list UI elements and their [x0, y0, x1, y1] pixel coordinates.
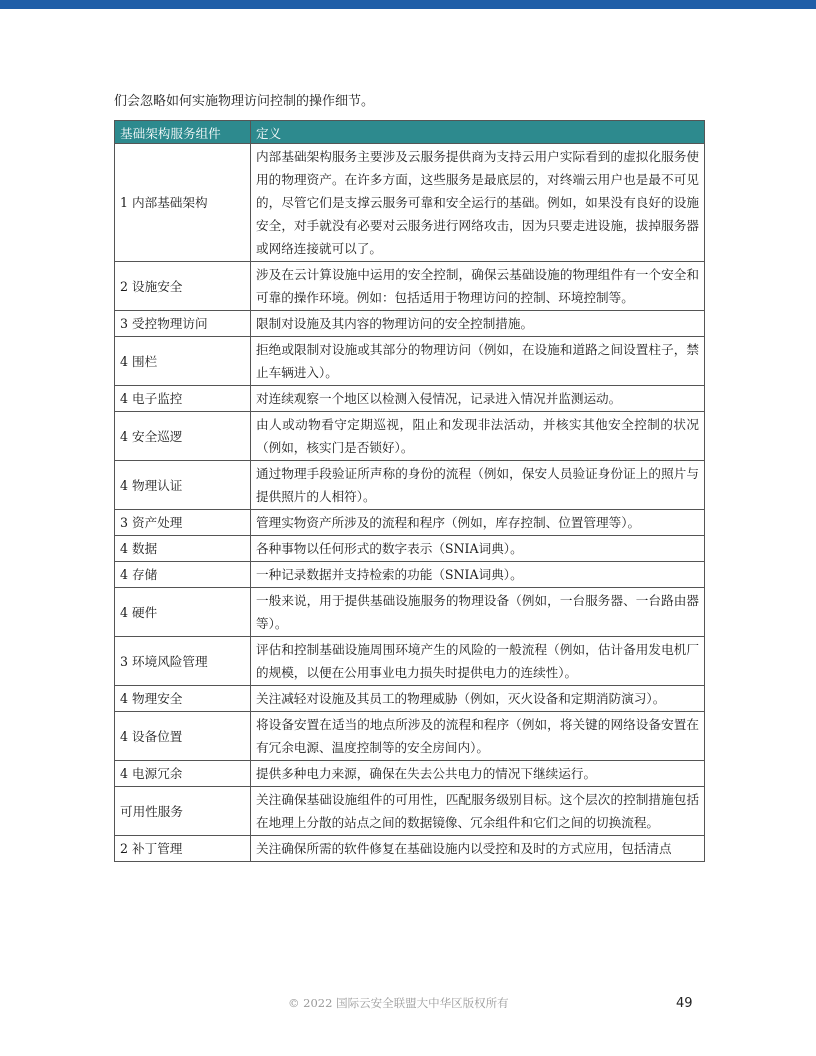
- component-name-cell: 4 物理安全: [115, 686, 251, 712]
- definition-cell: 对连续观察一个地区以检测入侵情况，记录进入情况并监测运动。: [251, 386, 705, 412]
- definition-cell: 限制对设施及其内容的物理访问的安全控制措施。: [251, 311, 705, 337]
- definition-cell: 拒绝或限制对设施或其部分的物理访问（例如，在设施和道路之间设置柱子，禁止车辆进入）。: [251, 337, 705, 386]
- component-name-cell: 4 围栏: [115, 337, 251, 386]
- component-name-cell: 2 设施安全: [115, 262, 251, 311]
- definition-cell: 通过物理手段验证所声称的身份的流程（例如，保安人员验证身份证上的照片与提供照片的人相符）。: [251, 461, 705, 510]
- definition-cell: 关注确保基础设施组件的可用性，匹配服务级别目标。这个层次的控制措施包括在地理上分散的站点之间的数据镜像、冗余组件和它们之间的切换流程。: [251, 787, 705, 836]
- component-name-cell: 4 存储: [115, 562, 251, 588]
- component-name-cell: 4 电子监控: [115, 386, 251, 412]
- table-row: [115, 787, 705, 836]
- page-number: 49: [676, 996, 693, 1011]
- definition-cell: 内部基础架构服务主要涉及云服务提供商为支持云用户实际看到的虚拟化服务使用的物理资产。在许多方面，这些服务是最底层的，对终端云用户也是最不可见的，尽管它们是支撑云服务可靠和安全运行的基础。例如，如果没有良好的设施安全，对手就没有必要对云服务进行网络攻击，因为只要走进设施，拔掉服务器或网络连接就可以了。: [251, 144, 705, 262]
- component-name-cell: 3 环境风险管理: [115, 637, 251, 686]
- table-row: [115, 412, 705, 461]
- table-row: [115, 536, 705, 562]
- definition-cell: 涉及在云计算设施中运用的安全控制，确保云基础设施的物理组件有一个安全和可靠的操作环境。例如：包括适用于物理访问的控制、环境控制等。: [251, 262, 705, 311]
- table-row: [115, 311, 705, 337]
- component-name-cell: 4 数据: [115, 536, 251, 562]
- component-name-cell: 1 内部基础架构: [115, 144, 251, 262]
- component-name-cell: 4 安全巡逻: [115, 412, 251, 461]
- definition-cell: 一般来说，用于提供基础设施服务的物理设备（例如，一台服务器、一台路由器等）。: [251, 588, 705, 637]
- table-row: [115, 562, 705, 588]
- component-name-cell: 4 设备位置: [115, 712, 251, 761]
- table-row: [115, 588, 705, 637]
- table-row: [115, 686, 705, 712]
- component-name-cell: 2 补丁管理: [115, 836, 251, 862]
- definition-cell: 评估和控制基础设施周围环境产生的风险的一般流程（例如，估计备用发电机厂的规模，以便在公用事业电力损失时提供电力的连续性）。: [251, 637, 705, 686]
- definition-cell: 管理实物资产所涉及的流程和程序（例如，库存控制、位置管理等）。: [251, 510, 705, 536]
- table-row: [115, 637, 705, 686]
- component-name-cell: 3 受控物理访问: [115, 311, 251, 337]
- component-name-cell: 可用性服务: [115, 787, 251, 836]
- top-accent-bar: [0, 0, 816, 9]
- table-row: [115, 262, 705, 311]
- table-row: [115, 337, 705, 386]
- table-row: [115, 386, 705, 412]
- footer-copyright: © 2022 国际云安全联盟大中华区版权所有: [288, 996, 509, 1010]
- table-row: [115, 510, 705, 536]
- table-row: [115, 461, 705, 510]
- infrastructure-services-table: [114, 120, 705, 862]
- table-row: [115, 836, 705, 862]
- definition-cell: 关注减轻对设施及其员工的物理威胁（例如，灭火设备和定期消防演习）。: [251, 686, 705, 712]
- component-name-cell: 4 电源冗余: [115, 761, 251, 787]
- intro-paragraph: 们会忽略如何实施物理访问控制的操作细节。: [114, 94, 375, 109]
- table-header-row: [115, 121, 705, 144]
- header-definition: 定义: [251, 121, 705, 144]
- component-name-cell: 3 资产处理: [115, 510, 251, 536]
- component-name-cell: 4 物理认证: [115, 461, 251, 510]
- definition-cell: 关注确保所需的软件修复在基础设施内以受控和及时的方式应用，包括清点: [251, 836, 705, 862]
- definition-cell: 由人或动物看守定期巡视，阻止和发现非法活动，并核实其他安全控制的状况（例如，核实门是否锁好）。: [251, 412, 705, 461]
- definition-cell: 各种事物以任何形式的数字表示（SNIA词典）。: [251, 536, 705, 562]
- definition-cell: 提供多种电力来源，确保在失去公共电力的情况下继续运行。: [251, 761, 705, 787]
- header-component: 基础架构服务组件: [115, 121, 251, 144]
- table-row: [115, 712, 705, 761]
- definition-cell: 一种记录数据并支持检索的功能（SNIA词典）。: [251, 562, 705, 588]
- table-row: [115, 761, 705, 787]
- component-name-cell: 4 硬件: [115, 588, 251, 637]
- table-row: [115, 144, 705, 262]
- definition-cell: 将设备安置在适当的地点所涉及的流程和程序（例如，将关键的网络设备安置在有冗余电源、温度控制等的安全房间内）。: [251, 712, 705, 761]
